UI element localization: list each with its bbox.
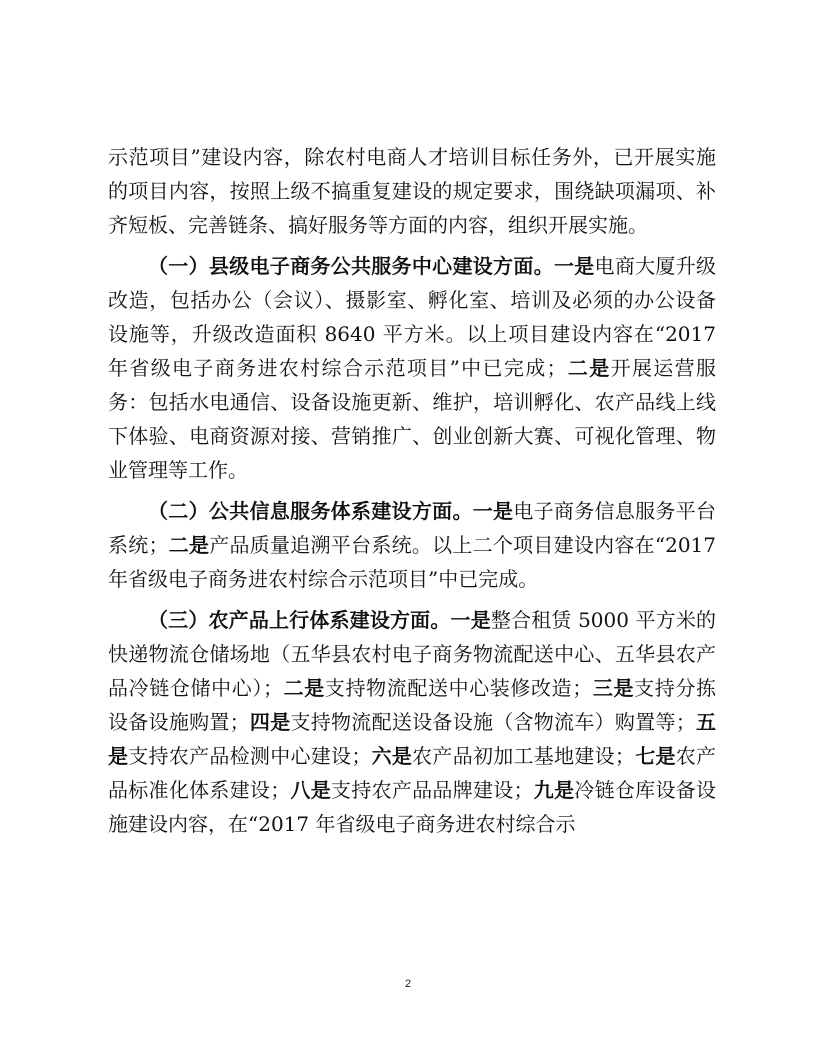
- paragraph-list: [108, 140, 716, 841]
- text-run: 电子商务信息服务平台系统；: [108, 499, 717, 557]
- text-run: 产品质量追溯平台系统。以上二个项目建设内容在“2017 年省级电子商务进农村综合示范项目”中已完成。: [108, 533, 717, 591]
- bold-text-run: 九是: [533, 778, 575, 802]
- text-run: 农产品初加工基地建设；: [412, 744, 635, 768]
- bold-text-run: 六是: [371, 744, 413, 768]
- paragraph: [108, 494, 716, 596]
- bold-text-run: 三是: [592, 676, 635, 700]
- text-run: 支持农产品检测中心建设；: [128, 744, 372, 768]
- bold-text-run: 七是: [634, 744, 676, 768]
- bold-text-run: （二）公共信息服务体系建设方面。: [148, 499, 473, 523]
- text-run: 冷链仓库设备设施建设内容，在“2017 年省级电子商务进农村综合示: [108, 778, 717, 836]
- text-run: 整合租赁 5000 平方米的快递物流仓储场地（五华县农村电子商务物流配送中心、五华县农产品冷链仓储中心）；: [108, 608, 717, 700]
- bold-text-run: 一是: [553, 254, 595, 278]
- bold-text-run: 八是: [290, 778, 332, 802]
- text-run: 农产品标准化体系建设；: [108, 744, 717, 802]
- paragraph: [108, 603, 716, 841]
- paragraph: [108, 249, 716, 487]
- paragraph: [108, 140, 716, 242]
- bold-text-run: （一）县级电子商务公共服务中心建设方面。: [148, 254, 554, 278]
- text-run: 支持物流配送设备设施（含物流车）购置等；: [290, 710, 696, 734]
- bold-text-run: 二是: [566, 356, 611, 380]
- bold-text-run: 二是: [168, 533, 210, 557]
- bold-text-run: 一是: [450, 608, 491, 632]
- bold-text-run: 四是: [249, 710, 291, 734]
- text-run: 支持物流配送中心装修改造；: [324, 676, 593, 700]
- text-run: 示范项目”建设内容，除农村电商人才培训目标任务外，已开展实施的项目内容，按照上级不搞重复建设的规定要求，围绕缺项漏项、补齐短板、完善链条、搞好服务等方面的内容，组织开展实施。: [108, 145, 716, 237]
- bold-text-run: 五是: [108, 710, 717, 768]
- document-body: [108, 140, 716, 848]
- text-run: 支持农产品品牌建设；: [331, 778, 534, 802]
- text-run: 开展运营服务：包括水电通信、设备设施更新、维护，培训孵化、农产品线上线下体验、电商资源对接、营销推广、创业创新大赛、可视化管理、物业管理等工作。: [108, 356, 717, 482]
- bold-text-run: （三）农产品上行体系建设方面。: [148, 608, 451, 632]
- bold-text-run: 一是: [472, 499, 514, 523]
- bold-text-run: 二是: [282, 676, 325, 700]
- text-run: 电商大厦升级改造，包括办公（会议）、摄影室、孵化室、培训及必须的办公设备设施等，升级改造面积 8640 平方米。以上项目建设内容在“2017 年省级电子商务进农村综合示范项目”中已完成；: [108, 254, 717, 380]
- page-number: 2: [404, 978, 412, 990]
- text-run: 支持分拣设备设施购置；: [108, 676, 717, 734]
